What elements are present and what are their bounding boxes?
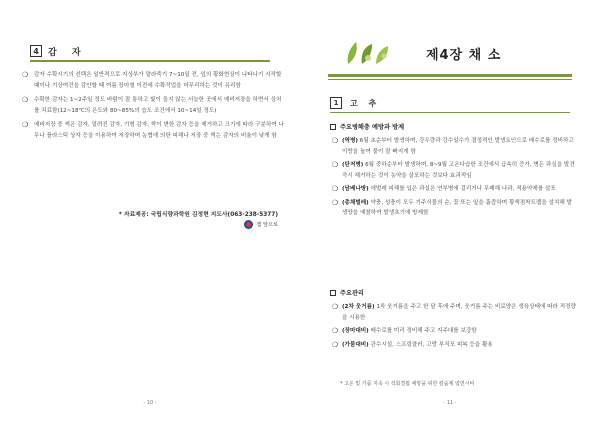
item-text: 관수시설, 스프링클러, 고랑 부직포 피복 등을 활용 — [368, 341, 493, 348]
group-title-text: 주요병해충 예방과 방제 — [340, 124, 405, 131]
subsection-header — [330, 96, 570, 110]
list-item — [22, 120, 284, 142]
circle-bullet-icon: ❍ — [332, 161, 339, 169]
taeguk-logo-icon — [244, 220, 253, 229]
logo-text: 잼 앞으로 — [256, 222, 278, 228]
item-label: (총채벌레) — [342, 199, 369, 206]
item-label: (가뭄대비) — [342, 341, 369, 348]
checkbox-square-icon — [330, 124, 336, 130]
circle-bullet-icon: ❍ — [332, 327, 339, 335]
subsection-number: 1 — [330, 97, 342, 109]
circle-bullet-icon: ❍ — [22, 71, 29, 79]
item-text: 애벌레 피해를 입은 과실은 연부병에 걸리거나 무패해 나과, 적용약제를 살포 — [368, 186, 556, 192]
pest-list — [332, 136, 576, 222]
list-item — [22, 70, 284, 92]
circle-bullet-icon: ❍ — [22, 121, 29, 129]
agency-logo — [244, 220, 278, 229]
management-list — [332, 302, 576, 353]
right-page — [300, 0, 600, 424]
list-item — [332, 326, 576, 337]
section-number: 4 — [30, 45, 42, 57]
circle-bullet-icon: ❍ — [332, 137, 339, 145]
circle-bullet-icon: ❍ — [332, 303, 339, 311]
item-text: 배수로를 미리 정비해 주고 지주대를 보강함 — [368, 328, 477, 334]
item-text: 6월 초순부터 발생하며, 강우량과 강수일수가 결정적인 발생요인으로 배수로를 정비하고 이랑을 높여 물이 잘 빠지게 함 — [342, 138, 574, 155]
section-title: 감 자 — [48, 47, 87, 58]
chapter-header — [330, 38, 570, 68]
bullet-text: 감자 수확시기의 선택은 일반적으로 지상부가 말라죽기 7~10일 전, 잎의 황화현상이 나타나기 시작할 때이나 기상여건을 감안할 때 여름 장마철 이전에 수확작업을 마무리하는 것이 유리함 — [34, 72, 282, 89]
chapter-title: 제4장 채 소 — [426, 48, 502, 63]
list-item — [332, 198, 576, 219]
list-item — [332, 160, 576, 181]
item-label: (2차 웃거름) — [342, 304, 375, 310]
bullet-text: 수확한 감자는 1~2주일 정도 바람이 잘 통하고 빛이 들지 않는 서늘한 곳에서 예비저장을 하면서 상처를 치료함(12~18℃의 온도와 80~85%의 습도 조건에서 10~14일 정도) — [34, 97, 282, 114]
group-title-pests — [330, 122, 404, 131]
footnote: * 고온 및 가뭄 지속 시 석회결핍 예방을 위한 칼슘제 엽면시비 — [340, 381, 475, 387]
list-item — [332, 184, 576, 195]
list-item — [332, 136, 576, 157]
page-number: - 11 - — [443, 400, 457, 406]
circle-bullet-icon: ❍ — [332, 198, 339, 207]
subsection-divider — [330, 112, 570, 113]
group-title-text: 주요관리 — [340, 290, 364, 297]
page-number: - 10 - — [143, 400, 157, 406]
section-divider — [30, 60, 270, 62]
group-title-management — [330, 288, 364, 297]
list-item — [332, 340, 576, 351]
item-label: (담배나방) — [342, 186, 369, 192]
item-text: 약충, 성충이 모두 기주식물의 순, 꽃 또는 잎을 흡즙하며 황색점착트랩을 설치해 발생양을 예찰하여 발생초기에 방제함 — [342, 199, 572, 216]
list-item — [22, 95, 284, 117]
bullet-list — [22, 70, 284, 145]
subsection-title: 고 추 — [350, 98, 381, 108]
circle-bullet-icon: ❍ — [22, 96, 29, 104]
section-header — [30, 44, 270, 58]
circle-bullet-icon: ❍ — [332, 185, 339, 193]
item-label: (역병) — [342, 138, 358, 144]
item-label: (장마대비) — [342, 328, 369, 334]
data-credit: * 자료제공: 국립식량과학원 김정현 지도사(063-238-5377) — [118, 212, 278, 218]
checkbox-square-icon — [330, 290, 336, 296]
item-text: 1차 웃거름을 주고 한 달 후에 주며, 웃거름 주는 비료양은 생육상태에 따라 적정량을 시용한 — [342, 304, 576, 321]
vegetable-leaves-icon — [342, 38, 402, 68]
circle-bullet-icon: ❍ — [332, 340, 339, 349]
item-text: 6월 중하순부터 발생하며, 8~9월 고온다습한 조건에서 급속히 증가, 병든 과실을 발견 즉시 제거하는 것이 농약을 살포하는 것보다 효과적임 — [342, 162, 575, 179]
chapter-divider — [328, 74, 572, 77]
item-label: (탄저병) — [342, 162, 364, 168]
bullet-text: 예비저장 중 썩은 감자, 얼려진 감자, 기형 감자, 싹이 변한 감자 등을 제거하고 크기에 따라 구분하여 나무나 플라스틱 상자 등을 이용하여 저장하며 농협에 의한 피해나 저장 중 썩는 감자의 비율이 낮게 함 — [34, 122, 284, 139]
chapter-divider-thin — [328, 79, 572, 80]
list-item — [332, 302, 576, 323]
